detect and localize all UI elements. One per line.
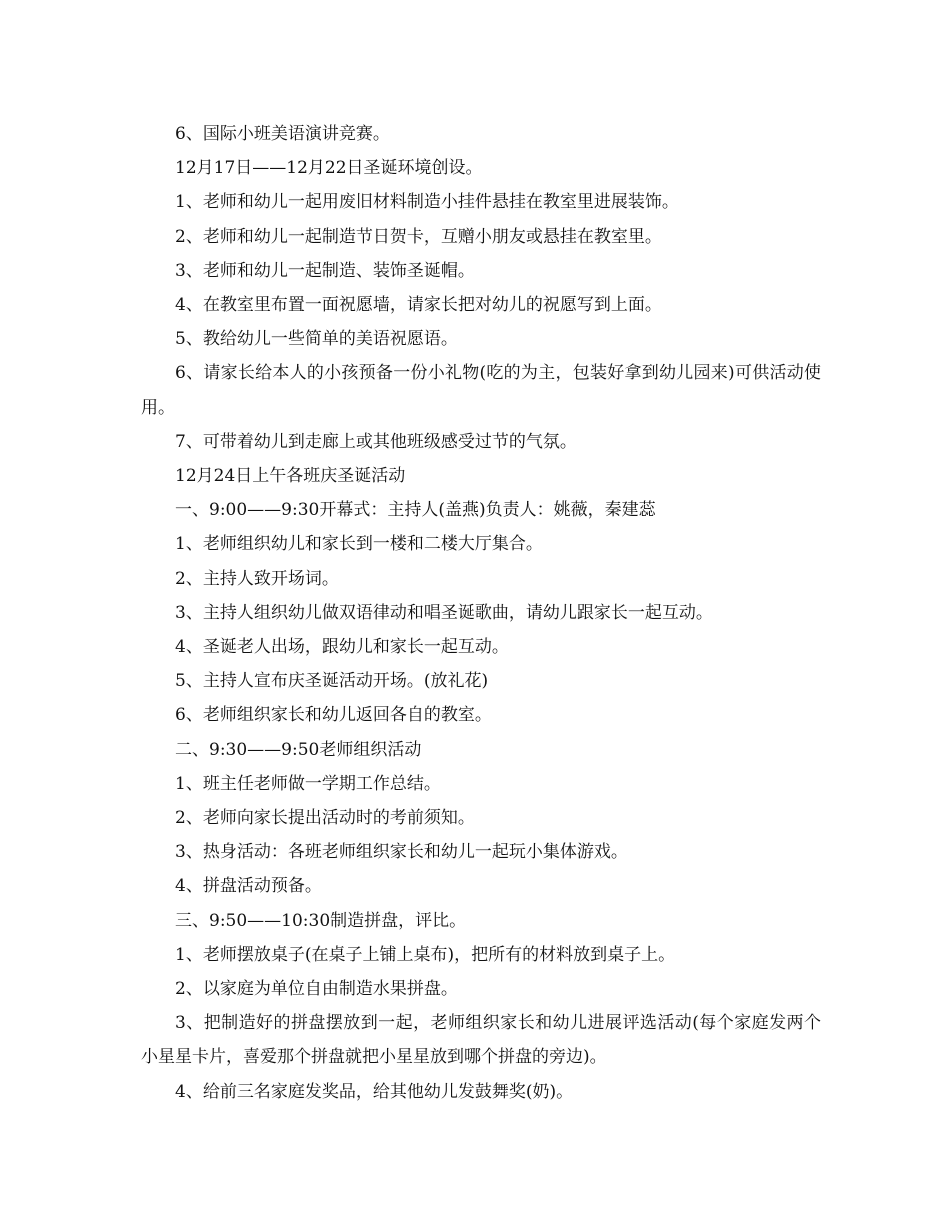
paragraph: 3、老师和幼儿一起制造、装饰圣诞帽。 [175, 260, 475, 281]
paragraph: 2、老师向家长提出活动时的考前须知。 [175, 808, 475, 829]
paragraph: 3、把制造好的拼盘摆放到一起，老师组织家长和幼儿进展评选活动(每个家庭发两个小星星卡片，喜爱那个拼盘就把小星星放到哪个拼盘的旁边)。 [141, 1013, 821, 1068]
paragraph: 12月17日——12月22日圣诞环境创设。 [175, 158, 483, 179]
document-body [141, 117, 821, 1109]
paragraph: 6、请家长给本人的小孩预备一份小礼物(吃的为主，包装好拿到幼儿园来)可供活动使用。 [141, 363, 821, 418]
paragraph: 二、9:30——9:50老师组织活动 [175, 739, 422, 760]
paragraph: 2、老师和幼儿一起制造节日贺卡，互赠小朋友或悬挂在教室里。 [175, 226, 662, 247]
paragraph: 6、老师组织家长和幼儿返回各自的教室。 [175, 705, 492, 726]
paragraph: 5、主持人宣布庆圣诞活动开场。(放礼花) [175, 671, 489, 692]
paragraph: 1、老师摆放桌子(在桌子上铺上桌布)，把所有的材料放到桌子上。 [175, 944, 676, 965]
paragraph: 7、可带着幼儿到走廊上或其他班级感受过节的气氛。 [175, 431, 577, 452]
paragraph: 12月24日上午各班庆圣诞活动 [175, 466, 406, 487]
paragraph: 三、9:50——10:30制造拼盘，评比。 [175, 910, 467, 931]
paragraph: 2、主持人致开场词。 [175, 568, 339, 589]
paragraph: 一、9:00——9:30开幕式：主持人(盖燕)负责人：姚薇，秦建蕊 [175, 500, 656, 521]
paragraph: 4、拼盘活动预备。 [175, 876, 322, 897]
paragraph: 4、圣诞老人出场，跟幼儿和家长一起互动。 [175, 637, 509, 658]
paragraph: 6、国际小班美语演讲竞赛。 [175, 124, 390, 144]
paragraph: 4、给前三名家庭发奖品，给其他幼儿发鼓舞奖(奶)。 [175, 1081, 574, 1102]
paragraph: 3、主持人组织幼儿做双语律动和唱圣诞歌曲，请幼儿跟家长一起互动。 [175, 602, 713, 623]
paragraph: 2、以家庭为单位自由制造水果拼盘。 [175, 979, 458, 1000]
paragraph: 5、教给幼儿一些简单的美语祝愿语。 [175, 329, 458, 350]
paragraph: 4、在教室里布置一面祝愿墙，请家长把对幼儿的祝愿写到上面。 [175, 295, 662, 316]
paragraph: 1、老师和幼儿一起用废旧材料制造小挂件悬挂在教室里进展装饰。 [175, 192, 679, 213]
paragraph: 1、班主任老师做一学期工作总结。 [175, 773, 441, 794]
paragraph: 3、热身活动：各班老师组织家长和幼儿一起玩小集体游戏。 [175, 842, 628, 863]
paragraph: 1、老师组织幼儿和家长到一楼和二楼大厅集合。 [175, 534, 543, 555]
